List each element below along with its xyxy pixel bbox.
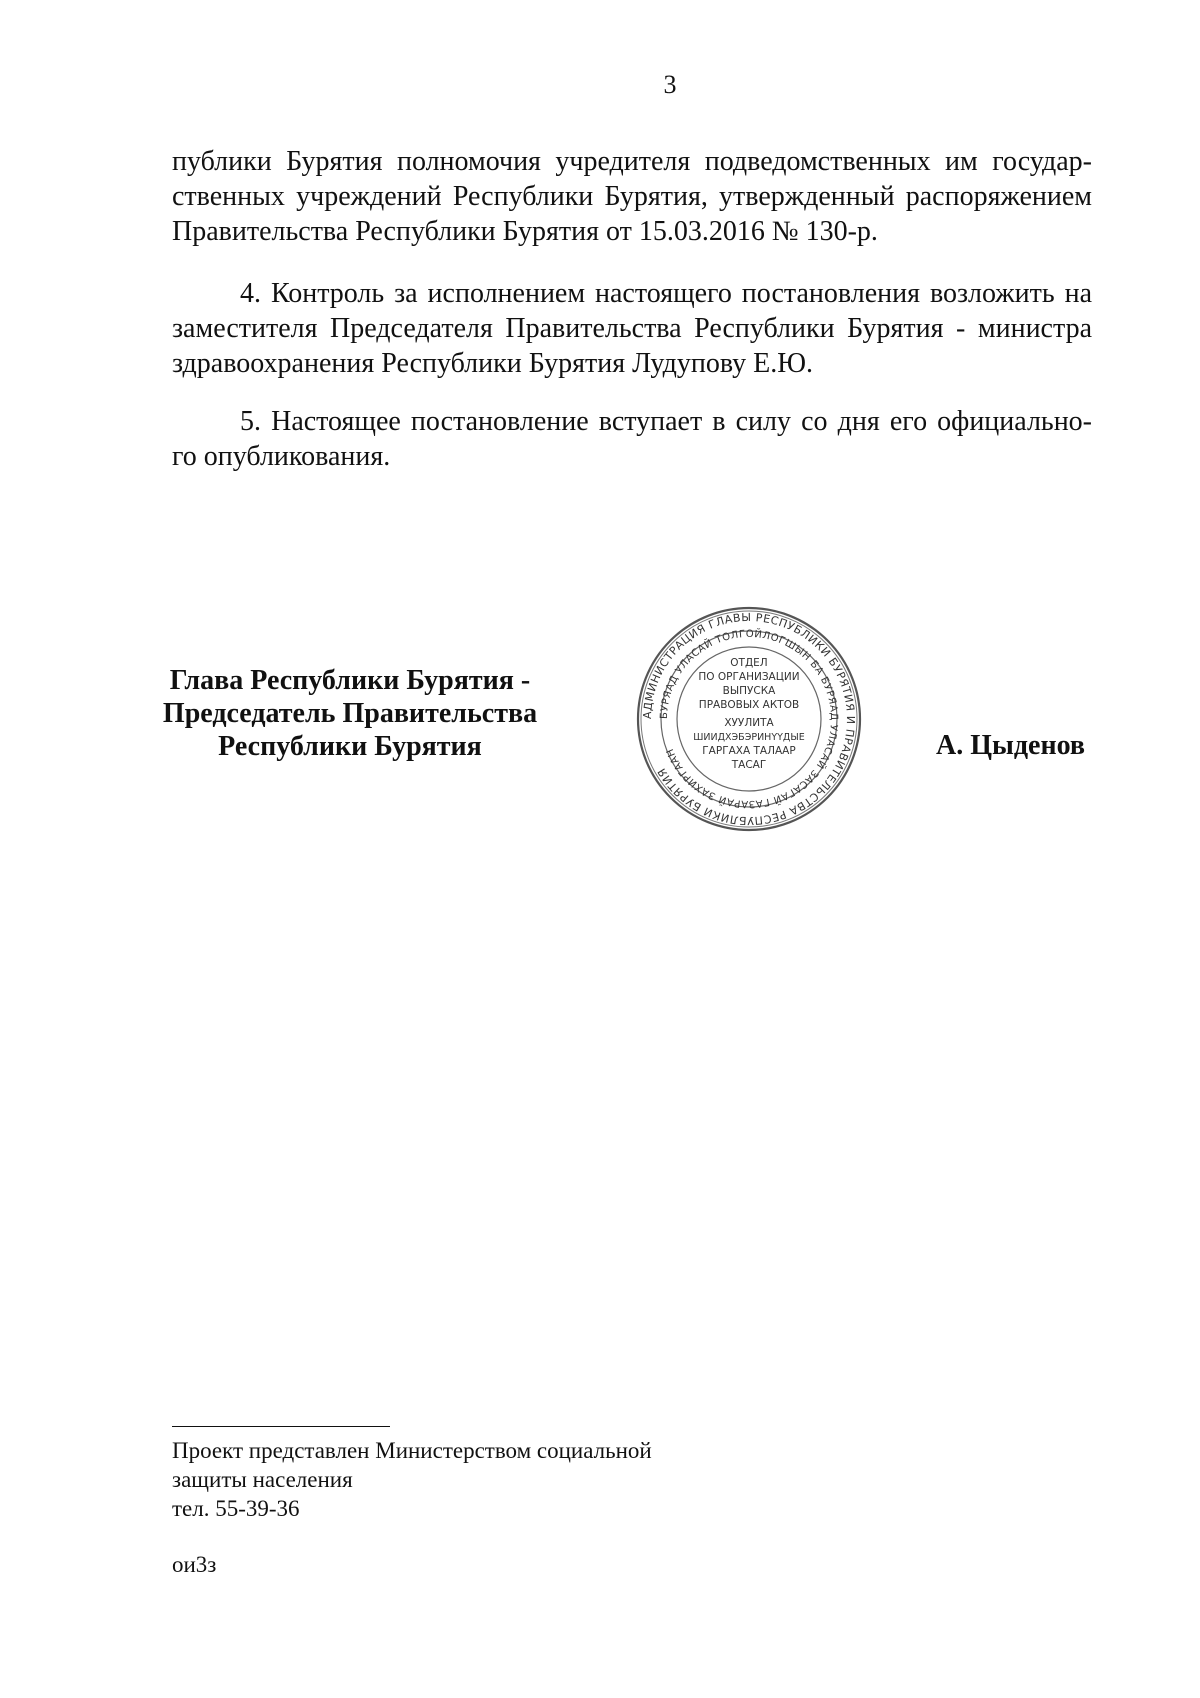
document-code: ои3з: [172, 1552, 217, 1577]
official-seal-stamp: [634, 604, 864, 834]
text-line: 5. Настоящее постановление вступает в силу со дня его официально-: [240, 406, 1092, 437]
paragraph-item-4: [172, 276, 1092, 381]
text-line: го опубликования.: [172, 441, 391, 472]
signer-title-line: Председатель Правительства: [162, 698, 538, 729]
seal-inner-ring-text: БУРЯАД УЛАСАЙ ТОЛГОЙЛОГШЫН БА БУРЯАД УЛАСАЙ ЗАСАГАЙ ГАЗАРАЙ ЗАХИРГААН: [658, 628, 840, 810]
signatory-name: А. Цыденов: [936, 730, 1086, 761]
footnote-line: Проект представлен Министерством социальной: [172, 1438, 652, 1463]
paragraph-item-5: [172, 404, 1092, 474]
seal-center-line: ГАРГАХА ТАЛААР: [702, 745, 796, 757]
footnote-divider: [172, 1426, 390, 1427]
seal-center-line: ШИИДХЭБЭРИНҮҮДЫЕ: [693, 732, 805, 743]
signer-title-line: Республики Бурятия: [218, 731, 482, 762]
footnote-line: тел. 55-39-36: [172, 1496, 300, 1521]
footnote-submitter: [172, 1436, 652, 1523]
text-line: заместителя Председателя Правительства Республики Бурятия - министра: [172, 313, 1092, 344]
signer-title: [150, 664, 550, 763]
paragraph-continuation: [172, 144, 1092, 249]
footnote-line: защиты населения: [172, 1467, 353, 1492]
seal-center-line: ПРАВОВЫХ АКТОВ: [698, 699, 800, 711]
text-line: здравоохранения Республики Бурятия Лудупову Е.Ю.: [172, 348, 813, 379]
signer-title-line: Глава Республики Бурятия -: [169, 665, 531, 696]
seal-center-line: ХУУЛИТА: [724, 717, 774, 729]
seal-center-line: ТАСАГ: [731, 759, 767, 771]
text-line: Правительства Республики Бурятия от 15.03.2016 № 130-р.: [172, 216, 878, 247]
text-line: публики Бурятия полномочия учредителя подведомственных им государ-: [172, 146, 1092, 177]
seal-center-line: ВЫПУСКА: [722, 685, 776, 697]
seal-center-line: ПО ОРГАНИЗАЦИИ: [698, 671, 800, 683]
seal-outer-ring-text: АДМИНИСТРАЦИЯ ГЛАВЫ РЕСПУБЛИКИ БУРЯТИЯ И ПРАВИТЕЛЬСТВА РЕСПУБЛИКИ БУРЯТИЯ: [640, 610, 858, 828]
page-number: 3: [663, 70, 677, 99]
text-line: ственных учреждений Республики Бурятия, утвержденный распоряжением: [172, 181, 1092, 212]
text-line: 4. Контроль за исполнением настоящего постановления возложить на: [240, 278, 1092, 309]
seal-center-line: ОТДЕЛ: [730, 657, 768, 669]
